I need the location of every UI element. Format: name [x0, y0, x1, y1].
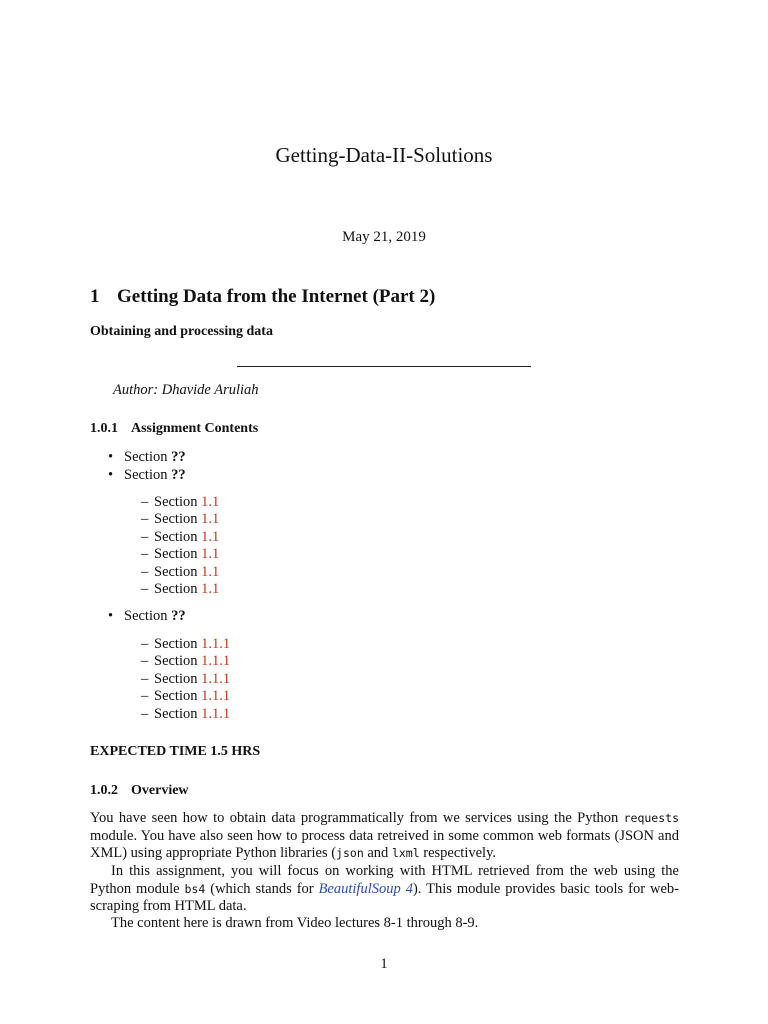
section-title: Getting Data from the Internet (Part 2): [117, 286, 436, 307]
document-title: Getting-Data-II-Solutions: [275, 143, 493, 167]
beautifulsoup-link[interactable]: BeautifulSoup 4: [318, 880, 413, 897]
section-link[interactable]: 1.1.1: [201, 688, 231, 704]
subheading: Obtaining and processing data: [90, 324, 273, 339]
section-link[interactable]: 1.1.1: [201, 653, 231, 669]
overview-title: Overview: [131, 783, 189, 798]
list-item: – Section 1.1.1: [141, 653, 231, 669]
dash-icon: –: [141, 636, 149, 652]
dash-icon: –: [141, 511, 149, 527]
paragraph-3: The content here is drawn from Video lectures 8-1 through 8-9.: [111, 915, 479, 931]
overview-heading: [90, 783, 189, 799]
list-item: • Section ??: [108, 449, 186, 465]
overview-number: 1.0.2: [90, 783, 118, 798]
list-item: – Section 1.1.1: [141, 671, 231, 687]
unresolved-ref: ??: [171, 449, 186, 465]
section-link[interactable]: 1.1.1: [201, 671, 231, 687]
section-link[interactable]: 1.1: [201, 564, 220, 580]
expected-time: EXPECTED TIME 1.5 HRS: [90, 744, 261, 759]
section-number: 1: [90, 286, 100, 307]
section-link[interactable]: 1.1: [201, 511, 220, 527]
dash-icon: –: [141, 564, 149, 580]
code-bs4: bs4: [184, 881, 206, 896]
section-link[interactable]: 1.1: [201, 529, 220, 545]
code-requests: requests: [623, 811, 679, 825]
bullet-icon: •: [108, 449, 114, 465]
section-link[interactable]: 1.1: [201, 546, 220, 562]
code-lxml: lxml: [391, 846, 420, 860]
dash-icon: –: [141, 546, 149, 562]
list-item: – Section 1.1: [141, 564, 220, 580]
list-item: – Section 1.1: [141, 511, 220, 527]
section-link[interactable]: 1.1: [201, 581, 220, 597]
bullet-icon: •: [108, 467, 114, 483]
list-item: – Section 1.1.1: [141, 706, 231, 722]
contents-number: 1.0.1: [90, 421, 118, 436]
dash-icon: –: [141, 671, 149, 687]
list-item: – Section 1.1.1: [141, 636, 231, 652]
section-link[interactable]: 1.1: [201, 494, 220, 510]
section-link[interactable]: 1.1.1: [201, 636, 231, 652]
contents-title: Assignment Contents: [131, 421, 259, 436]
list-item: – Section 1.1: [141, 494, 220, 510]
code-json: json: [336, 846, 364, 860]
author-line: Author: Dhavide Aruliah: [113, 382, 259, 398]
dash-icon: –: [141, 494, 149, 510]
paragraph-2: In this assignment, you will focus on working with HTML retrieved from the web using the Python module bs4 (which stands for BeautifulSoup 4). This module provides basic tools for web-scraping from HTML data.: [90, 863, 679, 914]
section-link[interactable]: 1.1.1: [201, 706, 231, 722]
list-item: – Section 1.1: [141, 529, 220, 545]
dash-icon: –: [141, 529, 149, 545]
list-item: – Section 1.1: [141, 581, 220, 597]
list-item: • Section ??: [108, 467, 186, 483]
paragraph-1: You have seen how to obtain data programmatically from we services using the Python requests module. You have also seen how to process data retreived in some common web formats (JSON and XML) using appropriate Python libraries (json and lxml respectively.: [90, 810, 679, 861]
contents-heading: [90, 421, 258, 437]
list-item: – Section 1.1: [141, 546, 220, 562]
document-date: May 21, 2019: [342, 229, 426, 245]
list-item: – Section 1.1.1: [141, 688, 231, 704]
dash-icon: –: [141, 688, 149, 704]
horizontal-rule: [237, 366, 531, 367]
page-number: 1: [380, 956, 388, 972]
dash-icon: –: [141, 653, 149, 669]
dash-icon: –: [141, 706, 149, 722]
list-item: • Section ??: [108, 608, 186, 624]
dash-icon: –: [141, 581, 149, 597]
unresolved-ref: ??: [171, 608, 186, 624]
unresolved-ref: ??: [171, 467, 186, 483]
section-heading: [90, 286, 435, 308]
bullet-icon: •: [108, 608, 114, 624]
